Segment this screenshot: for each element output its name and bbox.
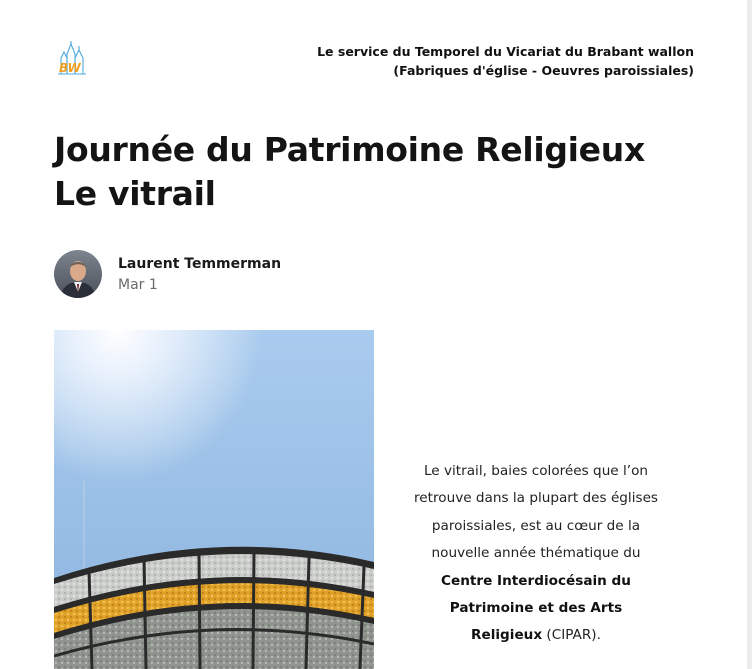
- post-title: [54, 128, 714, 216]
- intro-text-part-1: Le vitrail, baies colorées que l’on retrouve dans la plupart des églises paroissiales, est au cœur de la nouvelle année thématique du: [413, 463, 659, 562]
- author-name[interactable]: Laurent Temmerman: [118, 256, 282, 272]
- stained-glass-hero-image: [54, 330, 374, 669]
- post-intro-paragraph: [412, 458, 660, 650]
- cipar-name: Centre Interdiocésain du Patrimoine et des Arts Religieux: [441, 572, 631, 644]
- page-scroll-edge: [747, 0, 752, 669]
- site-title[interactable]: Le service du Temporel du Vicariat du Brabant wallon (Fabriques d'église - Oeuvres paroissiales): [317, 44, 694, 78]
- logo-text: BW: [59, 61, 81, 75]
- post-title-line-2: Le vitrail: [54, 174, 216, 213]
- author-avatar[interactable]: [54, 250, 102, 298]
- intro-text-part-2: (CIPAR).: [542, 627, 601, 644]
- post-date: Mar 1: [118, 277, 158, 293]
- post-title-line-1: Journée du Patrimoine Religieux: [54, 130, 645, 169]
- church-logo-icon[interactable]: [55, 40, 89, 76]
